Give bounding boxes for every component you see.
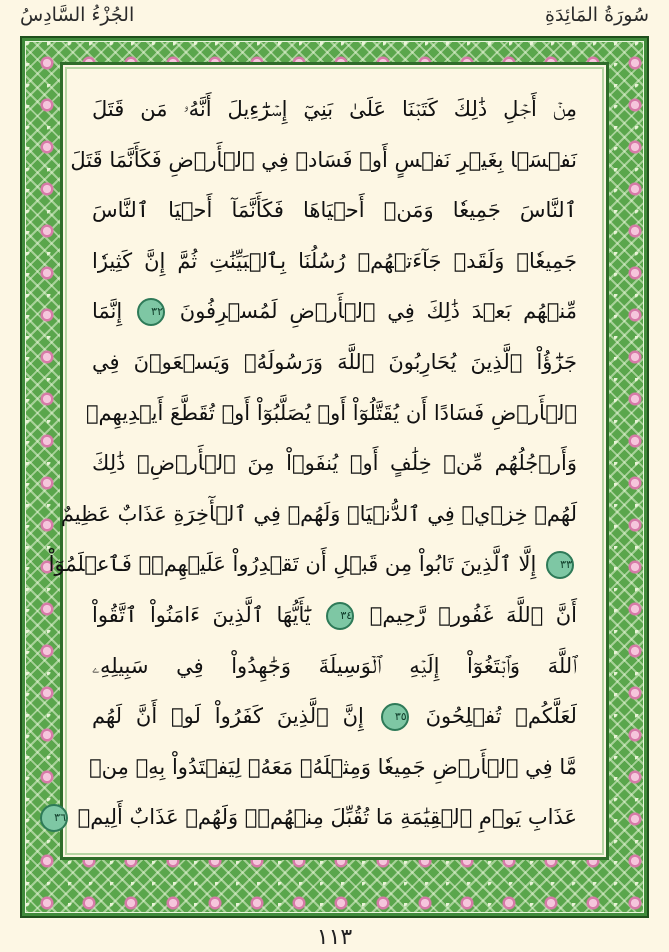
line-text: ٱلنَّاسَ جَمِيعٗا وَمَنۡ أَحۡيَاهَا فَكَأَنَّمَآ أَحۡيَا ٱلنَّاسَ bbox=[92, 198, 577, 223]
line-text: إِنَّمَا bbox=[92, 299, 123, 324]
line-text: مِنۡ أَجۡلِ ذَٰلِكَ كَتَبۡنَا عَلَىٰ بَنِيٓ إِسۡرَٰٓءِيلَ أَنَّهُۥ مَن قَتَلَ bbox=[92, 97, 577, 121]
ayah-marker: ٣٣ bbox=[546, 551, 574, 579]
line-text: عَذَابِ يَوۡمِ ٱلۡقِيَٰمَةِ مَا تُقُبِّلَ مِنۡهُمۡۖ وَلَهُمۡ عَذَابٌ أَلِيمٞ bbox=[77, 805, 577, 830]
line-text: لَهُمۡ خِزۡيٞ فِي ٱلدُّنۡيَاۖ وَلَهُمۡ فِي ٱلۡأٓخِرَةِ عَذَابٌ عَظِيمٌ bbox=[60, 501, 577, 526]
text-line bbox=[48, 539, 577, 590]
ayah-marker: ٣٢ bbox=[137, 298, 165, 326]
text-line bbox=[92, 236, 577, 287]
text-line bbox=[92, 590, 577, 641]
line-text: نَفۡسَۢا بِغَيۡرِ نَفۡسٍ أَوۡ فَسَادٖ فِي ٱلۡأَرۡضِ فَكَأَنَّمَا قَتَلَ bbox=[70, 147, 577, 172]
text-line bbox=[60, 489, 577, 540]
ayah-marker: ٣٦ bbox=[40, 804, 68, 832]
ayah-marker: ٣٥ bbox=[381, 703, 409, 731]
line-text: ٱلۡأَرۡضِ فَسَادًا أَن يُقَتَّلُوٓاْ أَوۡ يُصَلَّبُوٓاْ أَوۡ تُقَطَّعَ أَيۡدِيهِمۡ bbox=[85, 400, 577, 425]
page-header bbox=[0, 0, 669, 36]
text-line bbox=[89, 742, 577, 793]
text-line bbox=[92, 438, 577, 489]
text-line bbox=[92, 691, 577, 742]
page-number: ١١٣ bbox=[316, 925, 353, 950]
line-text: مِّنۡهُم بَعۡدَ ذَٰلِكَ فِي ٱلۡأَرۡضِ لَمُسۡرِفُونَ bbox=[179, 299, 577, 324]
line-text: جَمِيعٗاۚ وَلَقَدۡ جَآءَتۡهُمۡ رُسُلُنَا بِٱلۡبَيِّنَٰتِ ثُمَّ إِنَّ كَثِيرٗا bbox=[92, 248, 577, 273]
line-text: مَّا فِي ٱلۡأَرۡضِ جَمِيعٗا وَمِثۡلَهُۥ مَعَهُۥ لِيَفۡتَدُواْ بِهِۦ مِنۡ bbox=[89, 754, 577, 779]
line-text: إِلَّا ٱلَّذِينَ تَابُواْ مِن قَبۡلِ أَن تَقۡدِرُواْ عَلَيۡهِمۡۖ فَٱعۡلَمُوٓاْ bbox=[48, 552, 537, 577]
text-line bbox=[92, 286, 577, 337]
line-text: جَزَٰٓؤُاْ ٱلَّذِينَ يُحَارِبُونَ ٱللَّهَ وَرَسُولَهُۥ وَيَسۡعَوۡنَ فِي bbox=[92, 349, 577, 374]
text-line bbox=[92, 84, 577, 135]
text-line bbox=[85, 388, 577, 439]
juz-title: الجُزْءُ السَّادِسُ bbox=[20, 4, 135, 26]
text-line bbox=[54, 792, 577, 843]
quran-text bbox=[48, 84, 577, 844]
text-line bbox=[92, 641, 577, 692]
ayah-marker: ٣٤ bbox=[326, 602, 354, 630]
line-text: ٱللَّهَ وَٱبۡتَغُوٓاْ إِلَيۡهِ ٱلۡوَسِيلَةَ وَجَٰهِدُواْ فِي سَبِيلِهِۦ bbox=[92, 653, 577, 678]
line-text: لَعَلَّكُمۡ تُفۡلِحُونَ bbox=[425, 704, 577, 729]
text-line bbox=[70, 135, 577, 186]
surah-title: سُورَةُ المَائِدَةِ bbox=[545, 4, 649, 26]
line-text: أَنَّ ٱللَّهَ غَفُورٞ رَّحِيمٞ bbox=[369, 602, 577, 627]
line-text: وَأَرۡجُلُهُم مِّنۡ خِلَٰفٍ أَوۡ يُنفَوۡاْ مِنَ ٱلۡأَرۡضِۚ ذَٰلِكَ bbox=[92, 451, 577, 476]
text-line bbox=[92, 185, 577, 236]
line-text: يَٰٓأَيُّهَا ٱلَّذِينَ ءَامَنُواْ ٱتَّقُواْ bbox=[92, 602, 311, 627]
text-line bbox=[92, 337, 577, 388]
line-text: إِنَّ ٱلَّذِينَ كَفَرُواْ لَوۡ أَنَّ لَهُم bbox=[92, 704, 364, 729]
